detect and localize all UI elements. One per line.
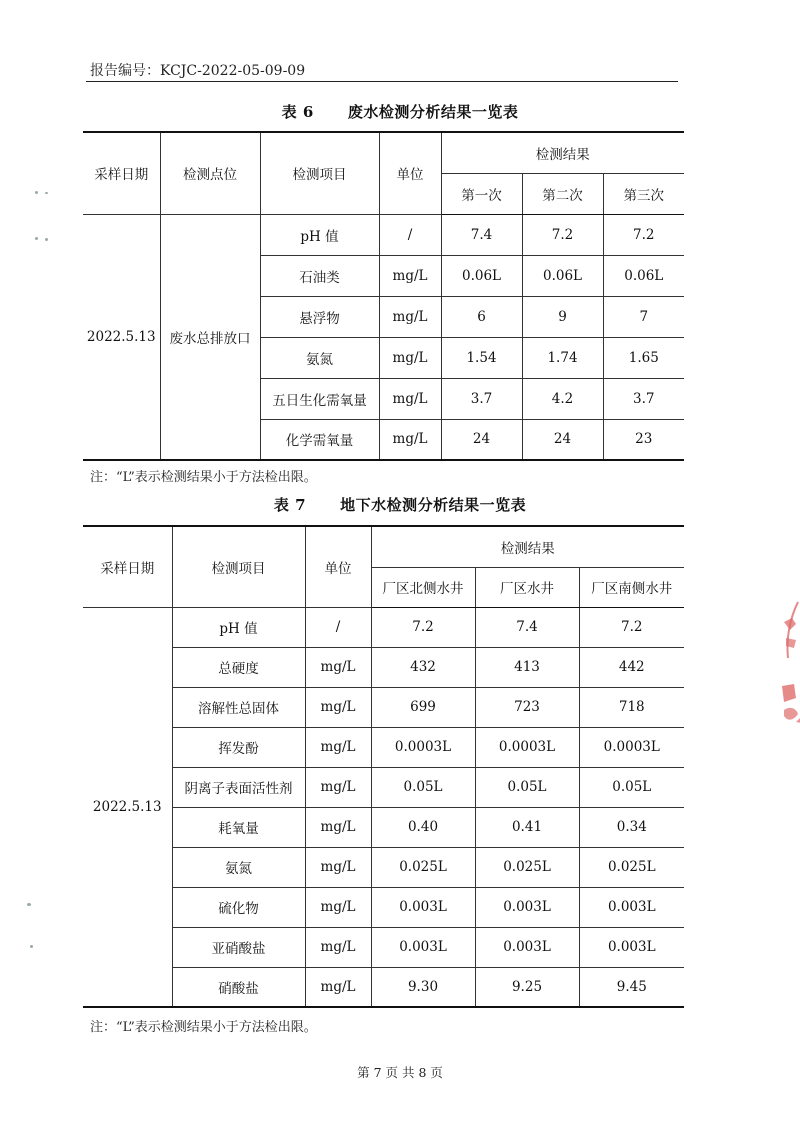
table6-note: 注：“L”表示检测结果小于方法检出限。 <box>90 470 317 485</box>
t7-item: 阴离子表面活性剂 <box>172 767 305 807</box>
t7-value-well-south: 718 <box>579 687 684 727</box>
t7-item: 溶解性总固体 <box>172 687 305 727</box>
t7-value-well: 723 <box>475 687 579 727</box>
report-number: 报告编号：KCJC-2022-05-09-09 <box>90 63 306 79</box>
t7-value-well-south: 7.2 <box>579 607 684 647</box>
t6-header-unit: 单位 <box>379 132 441 214</box>
t6-header-result: 检测结果 <box>441 132 684 173</box>
t7-item: pH 值 <box>172 607 305 647</box>
t7-header-well-north: 厂区北侧水井 <box>371 567 475 607</box>
t7-unit: mg/L <box>305 887 371 927</box>
t7-value-well-north: 9.30 <box>371 967 475 1007</box>
table-row <box>83 727 684 767</box>
scan-speck <box>45 238 48 241</box>
t6-value-round3: 3.7 <box>603 378 684 419</box>
t6-header-round2: 第二次 <box>522 173 603 214</box>
t6-value-round3: 23 <box>603 419 684 460</box>
t6-item: 悬浮物 <box>260 296 379 337</box>
t7-unit: mg/L <box>305 807 371 847</box>
t7-value-well: 9.25 <box>475 967 579 1007</box>
scan-speck <box>30 945 33 948</box>
table-row <box>83 767 684 807</box>
t7-value-well: 0.003L <box>475 887 579 927</box>
t7-unit: mg/L <box>305 647 371 687</box>
t6-unit: mg/L <box>379 337 441 378</box>
t6-item: pH 值 <box>260 214 379 255</box>
table-row <box>83 647 684 687</box>
table-row <box>83 807 684 847</box>
t7-item: 总硬度 <box>172 647 305 687</box>
t6-header-round3: 第三次 <box>603 173 684 214</box>
t7-value-well: 0.025L <box>475 847 579 887</box>
t7-item: 挥发酚 <box>172 727 305 767</box>
t7-value-well: 0.0003L <box>475 727 579 767</box>
t7-item: 硝酸盐 <box>172 967 305 1007</box>
t7-value-well-north: 0.003L <box>371 887 475 927</box>
t6-value-round3: 1.65 <box>603 337 684 378</box>
t7-value-well-north: 0.025L <box>371 847 475 887</box>
t7-value-well-south: 9.45 <box>579 967 684 1007</box>
t7-value-well-north: 0.40 <box>371 807 475 847</box>
t7-header-well-south: 厂区南侧水井 <box>579 567 684 607</box>
t7-unit: mg/L <box>305 687 371 727</box>
t7-sample-date: 2022.5.13 <box>83 607 172 1007</box>
t6-unit: mg/L <box>379 296 441 337</box>
t6-sample-date: 2022.5.13 <box>83 214 160 460</box>
t7-value-well-south: 0.003L <box>579 887 684 927</box>
t7-value-well: 7.4 <box>475 607 579 647</box>
t6-value-round2: 0.06L <box>522 255 603 296</box>
table7-title: 地下水检测分析结果一览表 <box>340 496 527 514</box>
table7-number: 表 7 <box>273 496 307 514</box>
table-row <box>83 607 684 647</box>
t7-unit: mg/L <box>305 847 371 887</box>
t6-value-round1: 7.4 <box>441 214 522 255</box>
t6-header-item: 检测项目 <box>260 132 379 214</box>
t6-sample-point: 废水总排放口 <box>160 214 260 460</box>
table7-caption <box>0 494 800 515</box>
scan-speck <box>27 903 31 906</box>
t6-item: 氨氮 <box>260 337 379 378</box>
scan-speck <box>35 237 38 240</box>
scan-speck <box>35 191 38 194</box>
table-row <box>83 927 684 967</box>
scan-speck <box>45 192 48 194</box>
t7-value-well-north: 0.05L <box>371 767 475 807</box>
t7-item: 耗氧量 <box>172 807 305 847</box>
table-row <box>83 214 684 255</box>
t6-value-round2: 1.74 <box>522 337 603 378</box>
t7-value-well: 413 <box>475 647 579 687</box>
t7-header-result: 检测结果 <box>371 526 684 567</box>
t7-value-well-south: 0.05L <box>579 767 684 807</box>
t7-header-unit: 单位 <box>305 526 371 607</box>
table-row <box>83 967 684 1007</box>
table6-number: 表 6 <box>281 103 314 121</box>
t7-value-well-south: 442 <box>579 647 684 687</box>
t7-item: 亚硝酸盐 <box>172 927 305 967</box>
table6-title: 废水检测分析结果一览表 <box>347 103 519 121</box>
table-row <box>83 847 684 887</box>
t6-value-round2: 7.2 <box>522 214 603 255</box>
t7-value-well-south: 0.34 <box>579 807 684 847</box>
t7-value-well: 0.003L <box>475 927 579 967</box>
t6-value-round1: 3.7 <box>441 378 522 419</box>
t7-value-well-north: 699 <box>371 687 475 727</box>
t7-value-well-north: 0.003L <box>371 927 475 967</box>
t6-item: 化学需氧量 <box>260 419 379 460</box>
t7-value-well-north: 432 <box>371 647 475 687</box>
t6-value-round3: 7.2 <box>603 214 684 255</box>
t6-value-round1: 1.54 <box>441 337 522 378</box>
t7-item: 氨氮 <box>172 847 305 887</box>
t6-unit: mg/L <box>379 419 441 460</box>
t7-value-well: 0.05L <box>475 767 579 807</box>
t7-value-well: 0.41 <box>475 807 579 847</box>
t7-header-item: 检测项目 <box>172 526 305 607</box>
t7-item: 硫化物 <box>172 887 305 927</box>
t6-unit: / <box>379 214 441 255</box>
t7-header-date: 采样日期 <box>83 526 172 607</box>
t6-value-round1: 0.06L <box>441 255 522 296</box>
t6-value-round2: 24 <box>522 419 603 460</box>
t6-value-round3: 0.06L <box>603 255 684 296</box>
seal-fragment <box>776 598 800 738</box>
t7-unit: / <box>305 607 371 647</box>
t7-value-well-south: 0.003L <box>579 927 684 967</box>
t7-value-well-north: 7.2 <box>371 607 475 647</box>
t7-value-well-south: 0.0003L <box>579 727 684 767</box>
t6-value-round3: 7 <box>603 296 684 337</box>
t6-header-date: 采样日期 <box>83 132 160 214</box>
header-rule <box>86 81 678 82</box>
table6-caption <box>0 101 800 122</box>
t6-item: 五日生化需氧量 <box>260 378 379 419</box>
t7-unit: mg/L <box>305 927 371 967</box>
table7-note: 注：“L”表示检测结果小于方法检出限。 <box>90 1020 317 1035</box>
t7-value-well-south: 0.025L <box>579 847 684 887</box>
t7-unit: mg/L <box>305 767 371 807</box>
t6-value-round2: 4.2 <box>522 378 603 419</box>
t6-value-round2: 9 <box>522 296 603 337</box>
t6-value-round1: 6 <box>441 296 522 337</box>
page-number: 第 7 页 共 8 页 <box>357 1065 443 1080</box>
t7-header-well: 厂区水井 <box>475 567 579 607</box>
table-row <box>83 887 684 927</box>
t7-unit: mg/L <box>305 967 371 1007</box>
wastewater-table <box>83 131 684 461</box>
t6-unit: mg/L <box>379 378 441 419</box>
t7-value-well-north: 0.0003L <box>371 727 475 767</box>
t6-value-round1: 24 <box>441 419 522 460</box>
t6-header-point: 检测点位 <box>160 132 260 214</box>
t6-unit: mg/L <box>379 255 441 296</box>
table-row <box>83 687 684 727</box>
t7-unit: mg/L <box>305 727 371 767</box>
groundwater-table <box>83 525 684 1008</box>
t6-item: 石油类 <box>260 255 379 296</box>
t6-header-round1: 第一次 <box>441 173 522 214</box>
